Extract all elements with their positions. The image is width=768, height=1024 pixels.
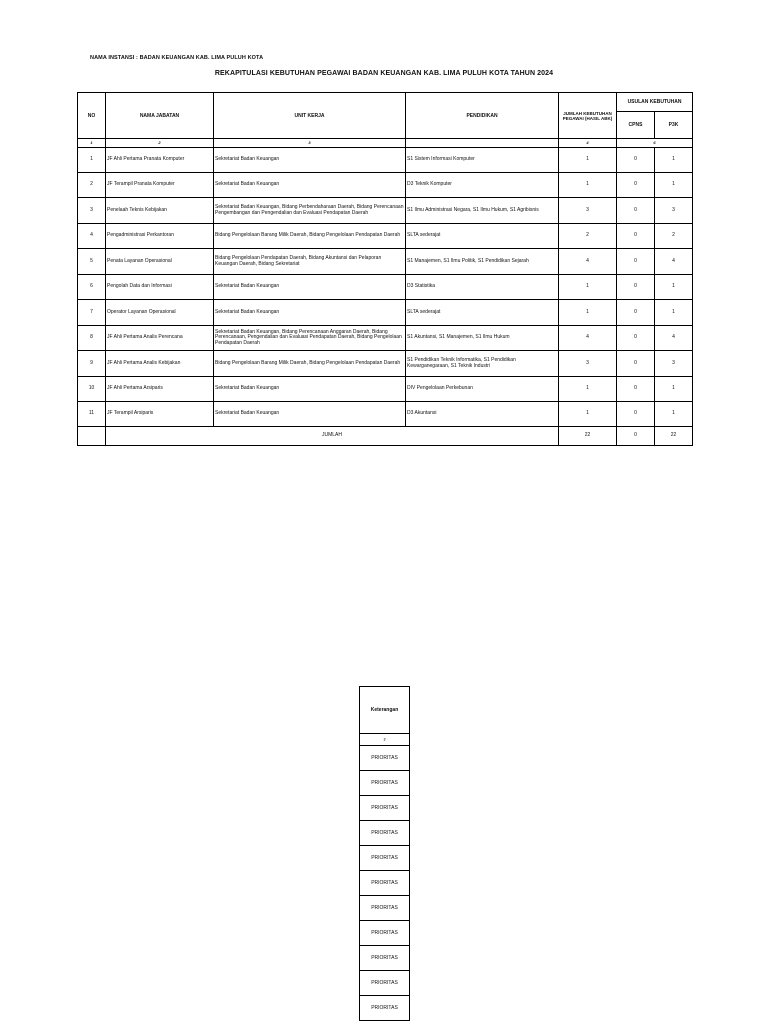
row-unit-kerja: Sekretariat Badan Keuangan <box>214 402 406 427</box>
keterangan-value: PRIORITAS <box>360 921 410 946</box>
row-pendidikan: S1 Pendidikan Teknik Informatika, S1 Pendidikan Kewarganegaraan, S1 Teknik Industri <box>406 351 559 377</box>
row-unit-kerja: Bidang Pengelolaan Barang Milik Daerah, Bidang Pengelolaan Pendapatan Daerah <box>214 351 406 377</box>
keterangan-value: PRIORITAS <box>360 746 410 771</box>
row-unit-kerja: Bidang Pengelolaan Barang Milik Daerah, Bidang Pengelolaan Pendapatan Daerah <box>214 224 406 249</box>
row-pppk: 1 <box>655 173 693 198</box>
row-no: 11 <box>78 402 106 427</box>
table-row <box>78 377 693 402</box>
row-jabatan: JF Ahli Pertama Analis Perencana <box>106 326 214 351</box>
row-jumlah: 1 <box>559 300 617 326</box>
total-pppk: 22 <box>655 427 693 446</box>
document-title: REKAPITULASI KEBUTUHAN PEGAWAI BADAN KEUANGAN KAB. LIMA PULUH KOTA TAHUN 2024 <box>214 70 554 77</box>
row-pppk: 2 <box>655 224 693 249</box>
row-pppk: 3 <box>655 351 693 377</box>
index-cell <box>406 139 559 148</box>
row-cpns: 0 <box>617 326 655 351</box>
row-no: 7 <box>78 300 106 326</box>
row-pendidikan: S1 Sistem Informasi Komputer <box>406 148 559 173</box>
total-jumlah: 22 <box>559 427 617 446</box>
row-jabatan: JF Ahli Pertama Analis Kebijakan <box>106 351 214 377</box>
keterangan-value: PRIORITAS <box>360 846 410 871</box>
row-jumlah: 1 <box>559 377 617 402</box>
row-cpns: 0 <box>617 173 655 198</box>
header-no: NO <box>78 93 106 139</box>
keterangan-value: PRIORITAS <box>360 896 410 921</box>
header-cpns: CPNS <box>617 112 655 139</box>
keterangan-table <box>359 686 410 1021</box>
header-jumlah: JUMLAH KEBUTUHAN PEGAWAI (HASIL ABK) <box>559 93 617 139</box>
row-cpns: 0 <box>617 275 655 300</box>
row-pendidikan: SLTA sederajat <box>406 300 559 326</box>
row-no: 4 <box>78 224 106 249</box>
row-unit-kerja: Sekretariat Badan Keuangan <box>214 377 406 402</box>
keterangan-row <box>360 821 410 846</box>
keterangan-row <box>360 996 410 1021</box>
keterangan-index: 7 <box>360 734 410 746</box>
row-jabatan: Pengolah Data dan Informasi <box>106 275 214 300</box>
row-pendidikan: SLTA sederajat <box>406 224 559 249</box>
row-cpns: 0 <box>617 300 655 326</box>
table-row <box>78 173 693 198</box>
row-jumlah: 3 <box>559 198 617 224</box>
row-jumlah: 4 <box>559 249 617 275</box>
row-jumlah: 3 <box>559 351 617 377</box>
table-row <box>78 198 693 224</box>
keterangan-row <box>360 871 410 896</box>
header-unit-kerja: UNIT KERJA <box>214 93 406 139</box>
keterangan-row <box>360 896 410 921</box>
row-cpns: 0 <box>617 148 655 173</box>
row-jabatan: Penelaah Teknis Kebijakan <box>106 198 214 224</box>
keterangan-row <box>360 746 410 771</box>
row-jumlah: 1 <box>559 173 617 198</box>
index-cell: 2 <box>106 139 214 148</box>
row-cpns: 0 <box>617 351 655 377</box>
table-row <box>78 249 693 275</box>
keterangan-value: PRIORITAS <box>360 771 410 796</box>
row-no: 3 <box>78 198 106 224</box>
table-row <box>78 351 693 377</box>
keterangan-header: Keterangan <box>360 687 410 734</box>
row-pendidikan: D3 Teknik Komputer <box>406 173 559 198</box>
row-jabatan: JF Ahli Pertama Arsiparis <box>106 377 214 402</box>
table-row <box>78 224 693 249</box>
keterangan-value: PRIORITAS <box>360 796 410 821</box>
row-cpns: 0 <box>617 224 655 249</box>
row-pppk: 3 <box>655 198 693 224</box>
row-jabatan: Penata Layanan Operasional <box>106 249 214 275</box>
table-row <box>78 148 693 173</box>
index-cell: 4 <box>559 139 617 148</box>
row-cpns: 0 <box>617 198 655 224</box>
staffing-needs-table <box>77 92 693 446</box>
row-jumlah: 2 <box>559 224 617 249</box>
total-row <box>78 427 693 446</box>
index-cell: 1 <box>78 139 106 148</box>
row-unit-kerja: Sekretariat Badan Keuangan, Bidang Perbendaharaan Daerah, Bidang Perencanaan Pengembangan dan Pengendalian dan Evaluasi Pendapatan Daerah <box>214 198 406 224</box>
row-pendidikan: S1 Ilmu Administrasi Negara, S1 Ilmu Hukum, S1 Agribisnis <box>406 198 559 224</box>
row-jabatan: Operator Layanan Operasional <box>106 300 214 326</box>
index-cell: 6 <box>617 139 693 148</box>
keterangan-row <box>360 921 410 946</box>
row-no: 5 <box>78 249 106 275</box>
keterangan-value: PRIORITAS <box>360 946 410 971</box>
table-row <box>78 275 693 300</box>
row-jumlah: 1 <box>559 402 617 427</box>
row-unit-kerja: Sekretariat Badan Keuangan <box>214 300 406 326</box>
keterangan-row <box>360 946 410 971</box>
row-pppk: 4 <box>655 249 693 275</box>
keterangan-row <box>360 771 410 796</box>
table-body <box>78 139 693 427</box>
row-unit-kerja: Sekretariat Badan Keuangan <box>214 275 406 300</box>
row-pppk: 1 <box>655 275 693 300</box>
row-jabatan: JF Terampil Pranata Komputer <box>106 173 214 198</box>
row-jumlah: 1 <box>559 275 617 300</box>
header-pppk: P3K <box>655 112 693 139</box>
total-label: JUMLAH <box>106 427 559 446</box>
total-spacer <box>78 427 106 446</box>
agency-name: NAMA INSTANSI : BADAN KEUANGAN KAB. LIMA PULUH KOTA <box>90 55 264 61</box>
row-jabatan: Pengadministrasi Perkantoran <box>106 224 214 249</box>
keterangan-row <box>360 846 410 871</box>
keterangan-row <box>360 971 410 996</box>
keterangan-row <box>360 796 410 821</box>
row-pendidikan: S1 Manajemen, S1 Ilmu Politik, S1 Pendidikan Sejarah <box>406 249 559 275</box>
row-jumlah: 4 <box>559 326 617 351</box>
row-unit-kerja: Bidang Pengelolaan Pendapatan Daerah, Bidang Akuntansi dan Pelaporan Keuangan Daerah, Bidang Sekretariat <box>214 249 406 275</box>
header-pendidikan: PENDIDIKAN <box>406 93 559 139</box>
index-cell: 3 <box>214 139 406 148</box>
row-pppk: 1 <box>655 402 693 427</box>
row-no: 9 <box>78 351 106 377</box>
header-usulan: USULAN KEBUTUHAN <box>617 93 693 112</box>
row-no: 8 <box>78 326 106 351</box>
row-no: 10 <box>78 377 106 402</box>
row-unit-kerja: Sekretariat Badan Keuangan, Bidang Perencanaan Anggaran Daerah, Bidang Perencanaan, Pengendalian dan Evaluasi Pendapatan Daerah, Bidang Pengelolaan Pendapatan Daerah <box>214 326 406 351</box>
row-no: 6 <box>78 275 106 300</box>
row-pppk: 4 <box>655 326 693 351</box>
row-cpns: 0 <box>617 249 655 275</box>
row-cpns: 0 <box>617 377 655 402</box>
keterangan-value: PRIORITAS <box>360 871 410 896</box>
row-no: 2 <box>78 173 106 198</box>
table-row <box>78 326 693 351</box>
row-pppk: 1 <box>655 148 693 173</box>
table-row <box>78 300 693 326</box>
keterangan-value: PRIORITAS <box>360 996 410 1021</box>
row-jabatan: JF Ahli Pertama Pranata Komputer <box>106 148 214 173</box>
keterangan-value: PRIORITAS <box>360 821 410 846</box>
row-jumlah: 1 <box>559 148 617 173</box>
row-pppk: 1 <box>655 377 693 402</box>
row-jabatan: JF Terampil Arsiparis <box>106 402 214 427</box>
row-no: 1 <box>78 148 106 173</box>
table-row <box>78 402 693 427</box>
row-pendidikan: D3 Akuntansi <box>406 402 559 427</box>
keterangan-value: PRIORITAS <box>360 971 410 996</box>
row-pendidikan: S1 Akuntansi, S1 Manajemen, S1 Ilmu Hukum <box>406 326 559 351</box>
row-pppk: 1 <box>655 300 693 326</box>
row-pendidikan: DIV Pengelolaan Perkebunan <box>406 377 559 402</box>
column-index-row <box>78 139 693 148</box>
row-pendidikan: D3 Statistika <box>406 275 559 300</box>
keterangan-body <box>360 734 410 1021</box>
total-cpns: 0 <box>617 427 655 446</box>
row-unit-kerja: Sekretariat Badan Keuangan <box>214 148 406 173</box>
row-unit-kerja: Sekretariat Badan Keuangan <box>214 173 406 198</box>
header-jabatan: NAMA JABATAN <box>106 93 214 139</box>
row-cpns: 0 <box>617 402 655 427</box>
